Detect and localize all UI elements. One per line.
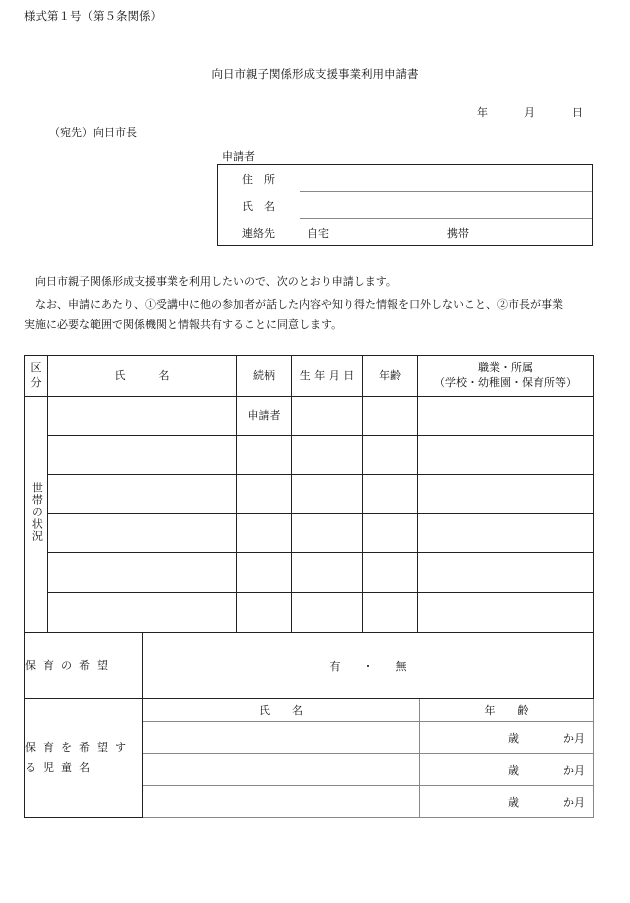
table-row — [25, 514, 594, 553]
child-age-cell[interactable]: 歳 か月 — [420, 754, 594, 786]
applicant-heading: 申請者 — [222, 150, 255, 163]
address-label: 住 所 — [242, 173, 275, 186]
relation-cell[interactable] — [237, 593, 292, 633]
table-row — [25, 593, 594, 633]
birthdate-cell[interactable] — [292, 475, 363, 514]
child-age-header: 年 齢 — [420, 699, 594, 722]
name-field[interactable] — [300, 218, 592, 219]
child-name-cell[interactable] — [143, 786, 420, 818]
name-cell[interactable] — [48, 397, 237, 436]
household-status-label: 世帯の状況 — [25, 397, 48, 633]
table-row — [25, 397, 594, 436]
consent-statement-line1: なお、申請にあたり、①受講中に他の参加者が話した内容や知り得た情報を口外しないこと、②市長が事業 — [35, 298, 563, 311]
relation-cell[interactable] — [237, 514, 292, 553]
occupation-cell[interactable] — [418, 514, 594, 553]
occupation-header: 職業・所属 （学校・幼稚園・保育所等） — [418, 356, 594, 397]
name-label: 氏 名 — [242, 200, 275, 213]
occupation-cell[interactable] — [418, 475, 594, 514]
childcare-wish-label: 保育の希望 — [25, 633, 143, 699]
child-name-header: 氏 名 — [143, 699, 420, 722]
child-name-cell[interactable] — [143, 722, 420, 754]
childcare-wish-row — [25, 633, 594, 699]
name-cell[interactable] — [48, 475, 237, 514]
name-cell[interactable] — [48, 593, 237, 633]
date-day-label: 日 — [572, 106, 583, 119]
home-phone-label: 自宅 — [307, 227, 329, 240]
table-row — [25, 475, 594, 514]
application-statement: 向日市親子関係形成支援事業を利用したいので、次のとおり申請します。 — [35, 275, 397, 288]
date-month-label: 月 — [524, 106, 535, 119]
age-cell[interactable] — [363, 514, 418, 553]
occupation-cell[interactable] — [418, 397, 594, 436]
birthdate-cell[interactable] — [292, 553, 363, 593]
age-cell[interactable] — [363, 475, 418, 514]
occupation-cell[interactable] — [418, 593, 594, 633]
addressee: （宛先）向日市長 — [49, 126, 137, 139]
birthdate-cell[interactable] — [292, 593, 363, 633]
mobile-phone-label: 携帯 — [447, 227, 469, 240]
age-cell[interactable] — [363, 397, 418, 436]
age-cell[interactable] — [363, 553, 418, 593]
category-header: 区 分 — [25, 356, 48, 397]
children-names-label: 保育を希望す る児童名 — [25, 699, 143, 818]
birthdate-header: 生 年 月 日 — [292, 356, 363, 397]
age-cell[interactable] — [363, 436, 418, 475]
age-cell[interactable] — [363, 593, 418, 633]
document-title: 向日市親子関係形成支援事業利用申請書 — [211, 67, 419, 81]
birthdate-cell[interactable] — [292, 514, 363, 553]
child-age-cell[interactable]: 歳 か月 — [420, 722, 594, 754]
child-name-cell[interactable] — [143, 754, 420, 786]
name-cell[interactable] — [48, 553, 237, 593]
applicant-info-box — [217, 164, 593, 246]
birthdate-cell[interactable] — [292, 397, 363, 436]
age-header: 年齢 — [363, 356, 418, 397]
name-cell[interactable] — [48, 514, 237, 553]
date-year-label: 年 — [477, 106, 488, 119]
consent-statement-line2: 実施に必要な範囲で関係機関と情報共有することに同意します。 — [24, 318, 343, 331]
occupation-cell[interactable] — [418, 436, 594, 475]
childcare-table — [24, 632, 594, 818]
household-table-header — [25, 356, 594, 397]
form-number-label: 様式第１号（第５条関係） — [24, 9, 162, 23]
child-age-cell[interactable]: 歳 か月 — [420, 786, 594, 818]
relation-cell[interactable] — [237, 475, 292, 514]
birthdate-cell[interactable] — [292, 436, 363, 475]
table-row — [25, 436, 594, 475]
occupation-cell[interactable] — [418, 553, 594, 593]
name-cell[interactable] — [48, 436, 237, 475]
relation-cell: 申請者 — [237, 397, 292, 436]
relation-cell[interactable] — [237, 436, 292, 475]
contact-label: 連絡先 — [242, 227, 275, 240]
childcare-wish-options[interactable]: 有 ・ 無 — [143, 633, 594, 699]
address-field[interactable] — [300, 191, 592, 192]
table-row — [25, 553, 594, 593]
relation-cell[interactable] — [237, 553, 292, 593]
relation-header: 続柄 — [237, 356, 292, 397]
children-header-row — [25, 699, 594, 722]
household-table — [24, 355, 594, 633]
name-header: 氏 名 — [48, 356, 237, 397]
